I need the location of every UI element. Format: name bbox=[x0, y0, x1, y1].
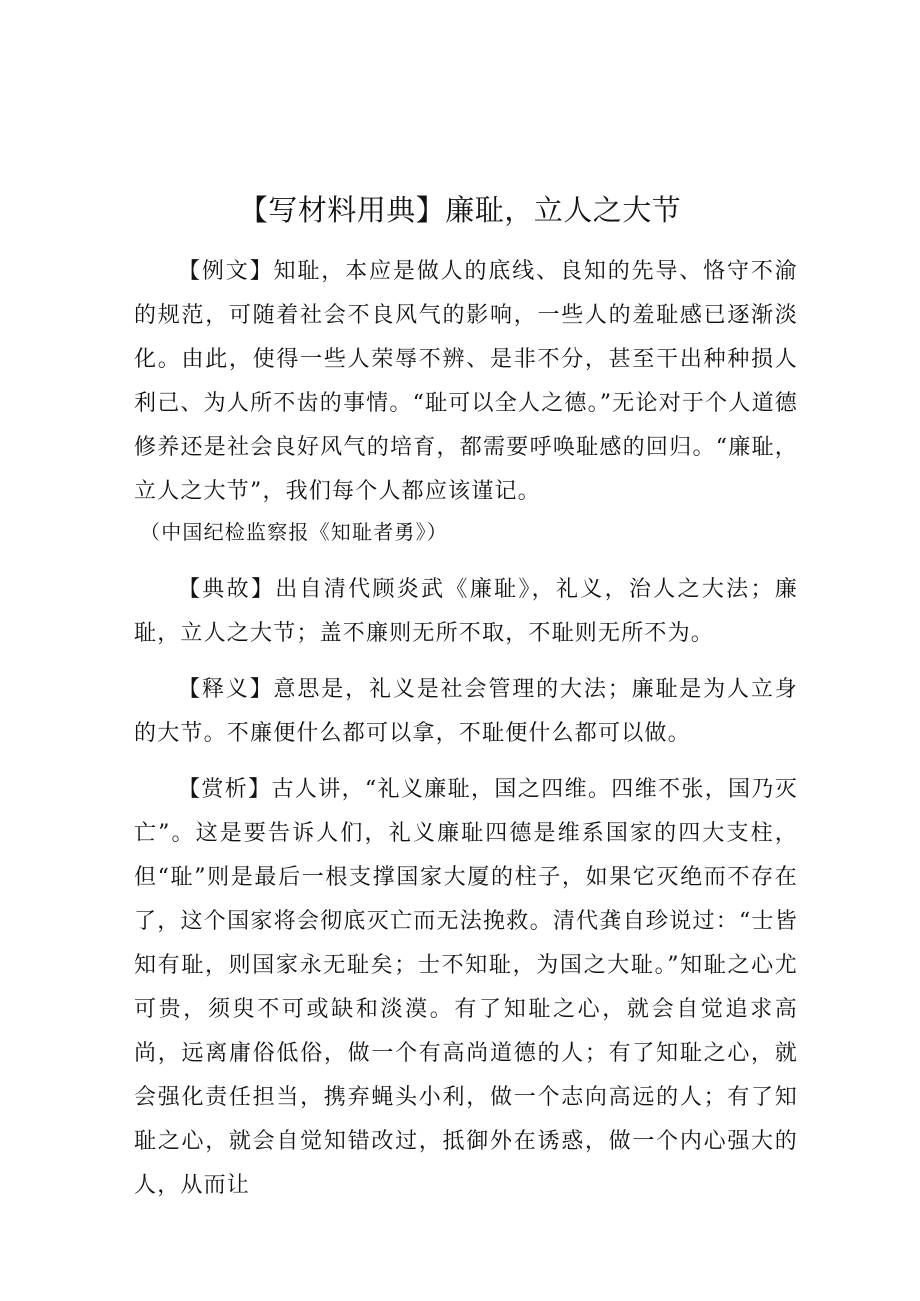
analysis-paragraph: 【赏析】古人讲，“礼义廉耻，国之四维。四维不张，国乃灭亡”。这是要告诉人们，礼义廉耻四德是维系国家的四大支柱，但“耻”则是最后一根支撑国家大厦的柱子，如果它灭绝而不存在了，这个国家将会彻底灭亡而无法挽救。清代龚自珍说过：“士皆知有耻，则国家永无耻矣；士不知耻，为国之大耻。”知耻之心尤可贵，须臾不可或缺和淡漠。有了知耻之心，就会自觉追求高尚，远离庸俗低俗，做一个有高尚道德的人；有了知耻之心，就会强化责任担当，携弃蝇头小利，做一个志向高远的人；有了知耻之心，就会自觉知错改过，抵御外在诱惑，做一个内心强大的人，从而让 bbox=[134, 777, 798, 1198]
document-title: 【写材料用典】廉耻，立人之大节 bbox=[238, 193, 682, 227]
example-source: （中国纪检监察报《知耻者勇》） bbox=[140, 520, 448, 544]
example-paragraph: 【例文】知耻，本应是做人的底线、良知的先导、恪守不渝的规范，可随着社会不良风气的影响，一些人的羞耻感已逐渐淡化。由此，使得一些人荣辱不辨、是非不分，甚至干出种种损人利己、为人所不齿的事情。“耻可以全人之德。”无论对于个人道德修养还是社会良好风气的培育，都需要呼唤耻感的回归。“廉耻，立人之大节”，我们每个人都应该谨记。 bbox=[134, 259, 798, 504]
document-body bbox=[134, 250, 798, 1208]
interpretation-paragraph: 【释义】意思是，礼义是社会管理的大法；廉耻是为人立身的大节。不廉便什么都可以拿，不耻便什么都可以做。 bbox=[134, 677, 798, 746]
allusion-paragraph: 【典故】出自清代顾炎武《廉耻》，礼义，治人之大法；廉耻，立人之大节；盖不廉则无所不取，不耻则无所不为。 bbox=[134, 577, 798, 646]
